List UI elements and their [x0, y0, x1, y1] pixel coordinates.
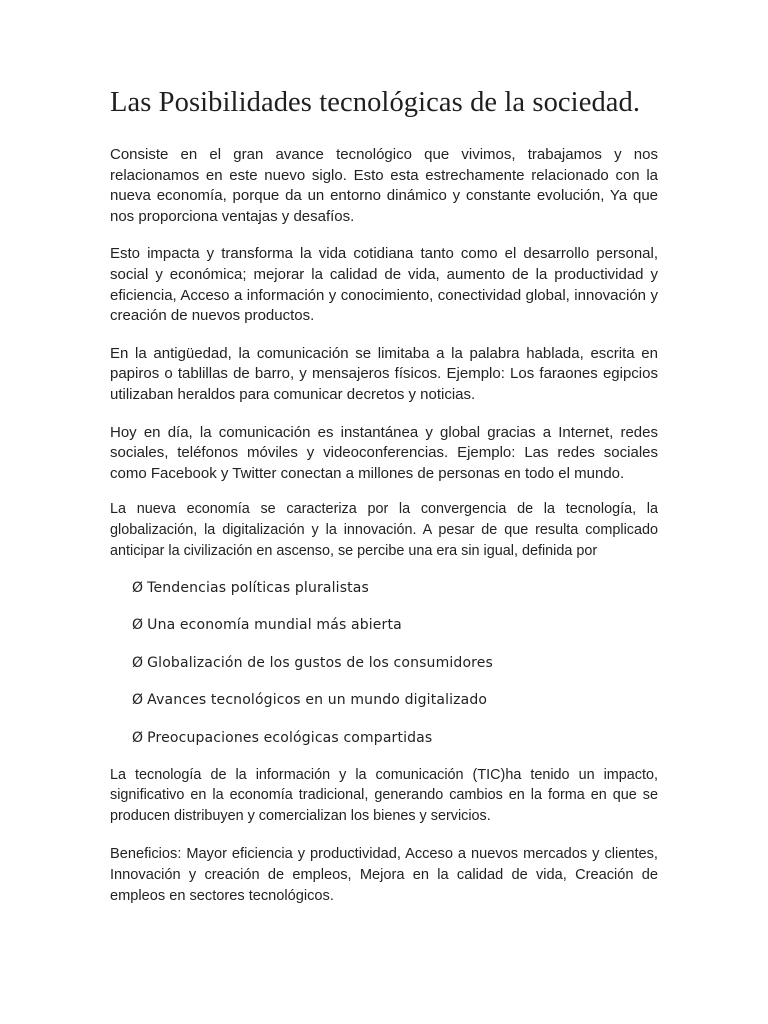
- list-item: [132, 654, 658, 673]
- list-item-text: Globalización de los gustos de los consumidores: [147, 654, 493, 671]
- paragraph-tic: La tecnología de la información y la comunicación (TIC)ha tenido un impacto, significativo en la economía tradicional, generando cambios en la forma en que se producen distribuyen y comercializan los bienes y servicios.: [110, 766, 658, 825]
- paragraph-benefits: Beneficios: Mayor eficiencia y productividad, Acceso a nuevos mercados y clientes, Innovación y creación de empleos, Mejora en la calidad de vida, Creación de empleos en sectores tecnológicos.: [110, 846, 658, 904]
- list-item: [132, 691, 658, 710]
- paragraph-intro: Consiste en el gran avance tecnológico que vivimos, trabajamos y nos relacionamos en este nuevo siglo. Esto esta estrechamente relacionado con la nueva economía, porque da un entorno dinámico y constante evolución, Ya que nos proporciona ventajas y desafíos.: [110, 146, 658, 225]
- bullet-marker-icon: Ø: [132, 692, 144, 709]
- paragraph-new-economy: La nueva economía se caracteriza por la convergencia de la tecnología, la globalización, la digitalización y la innovación. A pesar de que resulta complicado anticipar la civilización en ascenso, se percibe una era sin igual, definida por: [110, 501, 658, 559]
- bullet-marker-icon: Ø: [132, 654, 144, 671]
- list-item-text: Avances tecnológicos en un mundo digitalizado: [147, 692, 488, 709]
- document-title: Las Posibilidades tecnológicas de la sociedad.: [110, 87, 641, 118]
- list-item-text: Tendencias políticas pluralistas: [147, 579, 369, 596]
- list-item-text: Preocupaciones ecológicas compartidas: [147, 730, 433, 747]
- bullet-marker-icon: Ø: [132, 730, 144, 747]
- bullet-marker-icon: Ø: [132, 617, 144, 634]
- paragraph-impact: Esto impacta y transforma la vida cotidiana tanto como el desarrollo personal, social y económica; mejorar la calidad de vida, aumento de la productividad y eficiencia, Acceso a información y conocimiento, conectividad global, innovación y creación de nuevos productos.: [110, 245, 658, 325]
- list-item: [132, 729, 658, 748]
- bullet-list: [132, 579, 658, 748]
- paragraph-today: Hoy en día, la comunicación es instantánea y global gracias a Internet, redes sociales, teléfonos móviles y videoconferencias. Ejemplo: Las redes sociales como Facebook y Twitter conectan a millones de personas en todo el mundo.: [110, 423, 658, 482]
- document-body: [110, 86, 658, 906]
- list-item: [132, 579, 658, 598]
- paragraph-antiquity: En la antigüedad, la comunicación se limitaba a la palabra hablada, escrita en papiros o tablillas de barro, y mensajeros físicos. Ejemplo: Los faraones egipcios utilizaban heraldos para comunicar decretos y noticias.: [110, 344, 658, 403]
- list-item-text: Una economía mundial más abierta: [147, 617, 402, 634]
- list-item: [132, 616, 658, 635]
- bullet-marker-icon: Ø: [132, 579, 144, 596]
